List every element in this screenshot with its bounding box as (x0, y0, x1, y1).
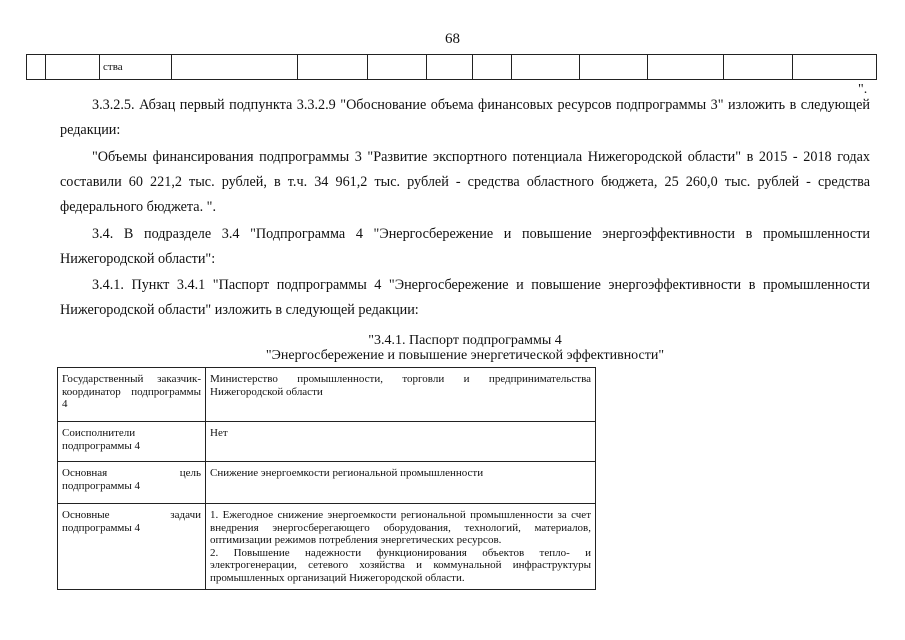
row-key: Основные задачи подпрограммы 4 (58, 504, 206, 590)
paragraph-3-4-1: 3.4.1. Пункт 3.4.1 "Паспорт подпрограммы 4 "Энергосбережение и повышение энергоэффективности в промышленности Нижегородской области" изложить в следующей редакции: (60, 277, 870, 318)
table-cell (473, 55, 512, 80)
row-value (206, 504, 596, 590)
table-row (58, 462, 596, 504)
table-cell (172, 55, 298, 80)
table-cell (46, 55, 100, 80)
table-cell: ства (100, 55, 172, 80)
table-cell (793, 55, 877, 80)
task-1: 1. Ежегодное снижение энергоемкости региональной промышленности за счет внедрения энергосберегающего оборудования, технологий, материалов, оптимизации режимов потребления энергетических ресурсов. (210, 509, 591, 547)
row-value: Снижение энергоемкости региональной промышленности (206, 462, 596, 504)
passport-title-line-2: "Энергосбережение и повышение энергетической эффективности" (265, 348, 665, 363)
row-key: Государственный заказчик-координатор подпрограммы 4 (58, 368, 206, 422)
table-cell (27, 55, 46, 80)
closing-quote: ". (858, 82, 868, 97)
table-cell (368, 55, 427, 80)
passport-title-line-1: "3.4.1. Паспорт подпрограммы 4 (368, 333, 562, 348)
table-row (58, 422, 596, 462)
paragraph-financing: "Объемы финансирования подпрограммы 3 "Развитие экспортного потенциала Нижегородской области" в 2015 - 2018 годах составили 60 221,2 тыс. рублей, в т.ч. 34 961,2 тыс. рублей - средства областного бюджета, 25 260,0 тыс. рублей - средства федерального бюджета. ". (60, 149, 870, 215)
passport-title (60, 333, 870, 363)
paragraph-3-4: 3.4. В подразделе 3.4 "Подпрограмма 4 "Энергосбережение и повышение энергоэффективности в промышленности Нижегородской области": (60, 226, 870, 267)
paragraph-3-3-2-5: 3.3.2.5. Абзац первый подпункта 3.3.2.9 "Обоснование объема финансовых ресурсов подпрограммы 3" изложить в следующей редакции: (60, 97, 870, 138)
task-2: 2. Повышение надежности функционирования объектов тепло- и электрогенерации, сетевого хозяйства и коммунальной инфраструктуры промышленных организаций Нижегородской области. (210, 546, 591, 584)
table-cell (648, 55, 724, 80)
row-key: Основная цель подпрограммы 4 (58, 462, 206, 504)
table-cell (580, 55, 648, 80)
row-key: Соисполнители подпрограммы 4 (58, 422, 206, 462)
table-row (58, 368, 596, 422)
page-number: 68 (445, 31, 460, 47)
passport-table (57, 367, 596, 590)
row-value: Министерство промышленности, торговли и предпринимательства Нижегородской области (206, 368, 596, 422)
table-cell (724, 55, 793, 80)
table-cell (298, 55, 368, 80)
table-cell (427, 55, 473, 80)
table-row (58, 504, 596, 590)
row-value: Нет (206, 422, 596, 462)
table-cell (512, 55, 580, 80)
continued-table-row (26, 54, 877, 80)
